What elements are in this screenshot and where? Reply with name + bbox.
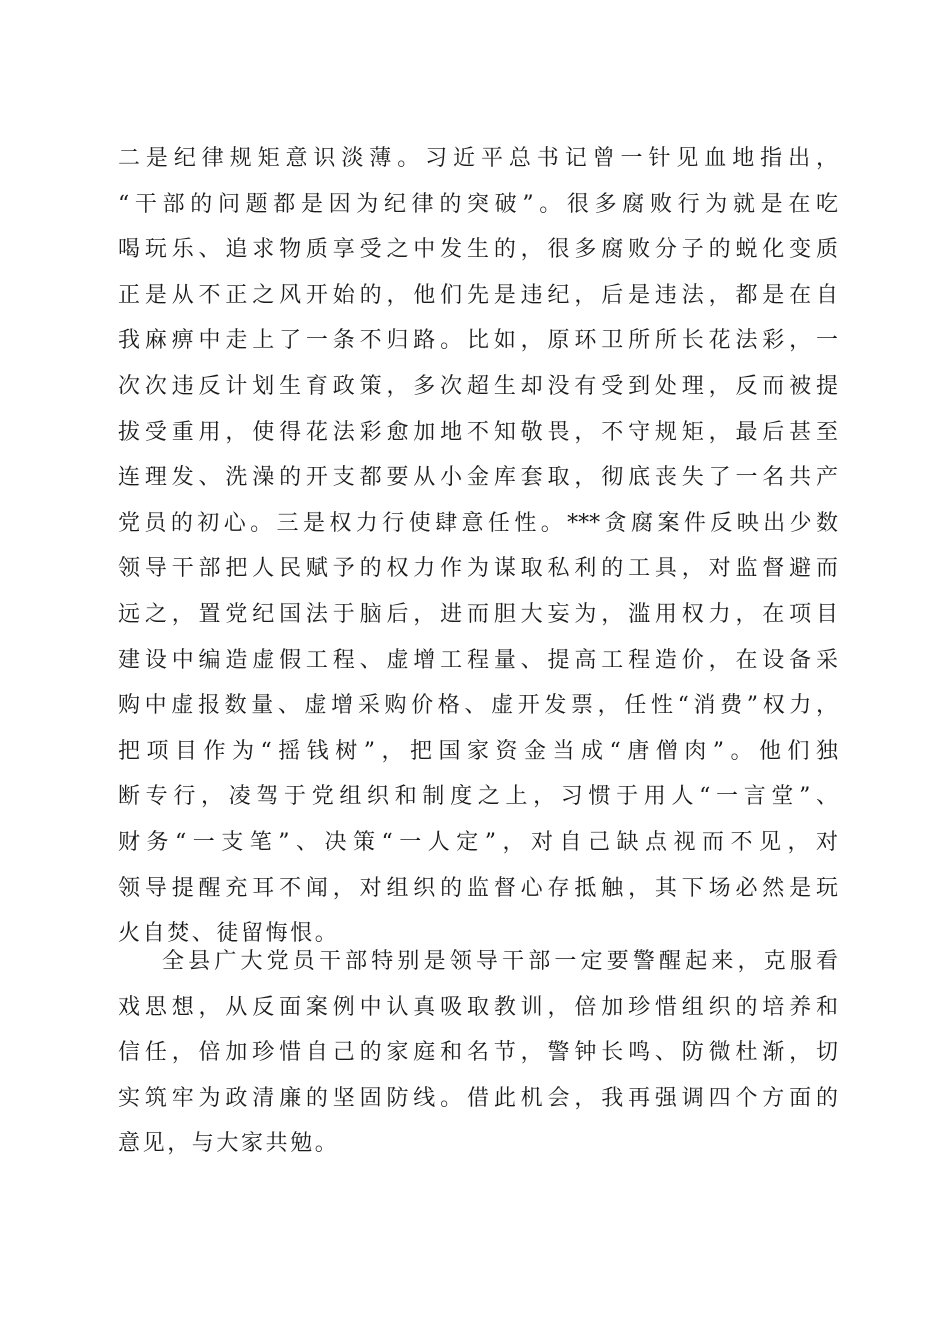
text-line-first: 全县广大党员干部特别是领导干部一定要警醒起来，克服看: [162, 949, 838, 974]
text-line: “干部的问题都是因为纪律的突破”。很多腐败行为就是在吃: [118, 191, 838, 217]
text-line: 次次违反计划生育政策，多次超生却没有受到处理，反而被提: [118, 373, 838, 399]
text-line: 戏思想，从反面案例中认真吸取教训，倍加珍惜组织的培养和: [118, 994, 838, 1020]
text-line: 领导提醒充耳不闻，对组织的监督心存抵触，其下场必然是玩: [118, 875, 838, 901]
text-line: 正是从不正之风开始的，他们先是违纪，后是违法，都是在自: [118, 282, 838, 308]
text-line: 党员的初心。三是权力行使肆意任性。***贪腐案件反映出少数: [118, 510, 838, 536]
text-line-last: 火自焚、徒留悔恨。: [118, 921, 340, 947]
text-line: 喝玩乐、追求物质享受之中发生的，很多腐败分子的蜕化变质: [118, 237, 838, 263]
paragraph-call-to-action: [118, 939, 838, 1167]
text-line: 连理发、洗澡的开支都要从小金库套取，彻底丧失了一名共产: [118, 465, 838, 491]
text-line: 领导干部把人民赋予的权力作为谋取私利的工具，对监督避而: [118, 556, 838, 582]
text-line-last: 意见，与大家共勉。: [118, 1131, 340, 1157]
text-line: 财务“一支笔”、决策“一人定”，对自己缺点视而不见，对: [118, 829, 838, 855]
text-line: 购中虚报数量、虚增采购价格、虚开发票，任性“消费”权力，: [118, 693, 838, 719]
text-line: 信任，倍加珍惜自己的家庭和名节，警钟长鸣、防微杜渐，切: [118, 1040, 838, 1066]
paragraph-discipline-and-power: [118, 136, 838, 957]
text-line: 我麻痹中走上了一条不归路。比如，原环卫所所长花法彩，一: [118, 328, 838, 354]
text-line: 把项目作为“摇钱树”，把国家资金当成“唐僧肉”。他们独: [118, 738, 838, 764]
text-line: 远之，置党纪国法于脑后，进而胆大妄为，滥用权力，在项目: [118, 601, 838, 627]
text-line: 断专行，凌驾于党组织和制度之上，习惯于用人“一言堂”、: [118, 784, 838, 810]
text-line: 拔受重用，使得花法彩愈加地不知敬畏，不守规矩，最后甚至: [118, 419, 838, 445]
text-line: 二是纪律规矩意识淡薄。习近平总书记曾一针见血地指出，: [118, 146, 838, 171]
text-line: 建设中编造虚假工程、虚增工程量、提高工程造价，在设备采: [118, 647, 838, 673]
text-line: 实筑牢为政清廉的坚固防线。借此机会，我再强调四个方面的: [118, 1085, 838, 1111]
